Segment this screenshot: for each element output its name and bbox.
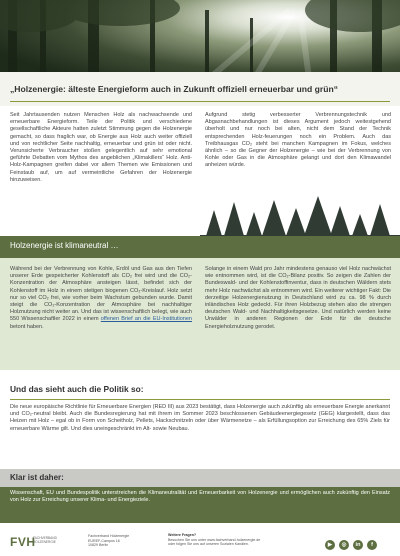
intro-right-paragraph: Aufgrund stetig verbesserter Verbrennungstechnik und Abgasnachbehandlungen ist dieses Argument jedoch weitestgehend überholt und nur noch bei alten, nicht dem Stand der Technik entsprechenden Holz-feuerungen noch ein Problem. Auch das Treibhausgas CO₂ steht bei manchen Kampagnen im Fokus, welches ähnlich – so die Gegner der Holzenergie – wie bei der Verbrennung von Kohle oder Gas in die Atmosphäre gelangt und dort den Klimawandel anheizen würde. bbox=[205, 112, 391, 169]
contact-title: Weitere Fragen? bbox=[168, 533, 197, 537]
offener-brief-link[interactable]: offenen Brief an die EU-Institutionen bbox=[100, 316, 192, 323]
klimaneutral-left-text: Während bei der Verbrennung von Kohle, Erdöl und Gas aus den Tiefen unserer Erde gespeicherter Kohlenstoff als CO₂ frei wird und die CO₂-Konzentration der Atmosphäre ansteigen lässt, befindet sich der Kohlenstoff im Holz in einem stetigen biogenen CO₂-Kreislauf. Holz setzt nur so viel CO₂ frei, wie vorher beim Wachstum gebunden wurde. Damit steigt die CO₂-Konzentration der Atmosphäre bei nachhaltiger Holznutzung nicht weiter an. Und das ist wissenschaftlich belegt, wie auch 550 Wissenschaftler 2022 in einem bbox=[10, 266, 192, 323]
contact-line: Besuchen Sie uns unter www.fachverband-holzenergie.de bbox=[168, 537, 261, 542]
linkedin-icon[interactable]: in bbox=[353, 540, 363, 550]
address-line: EUREF-Campus 16 bbox=[88, 538, 120, 543]
social-links bbox=[325, 540, 377, 550]
klimaneutral-left-end: betont haben. bbox=[10, 323, 44, 330]
address-line: 10829 Berlin bbox=[88, 543, 109, 548]
fvh-logo: FVH bbox=[10, 535, 36, 549]
klimaneutral-right-paragraph: Solange in einem Wald pro Jahr mindestens genauso viel Holz nachwächst wie entnommen wird, ist die CO₂-Bilanz positiv. So zeigen die Zahlen der Bundeswald- und der Kohlenstoffinventur, dass in deutschen Wäldern stets mehr Holz nachwächst als entnommen wird. Ein weiterer wichtiger Fakt: Die derzeitige Holzenergienutzung in Deutschland wird zu ca. 98 % durch inländisches Holz gedeckt. Für ihren Holzbezug stehen also die strengen deutschen Wald- und Nachhaltigkeitsgesetze. Und natürlich werden keine Urwälder in anderen Regionen der Erde für die deutsche Energieholznutzung gerodet. bbox=[205, 266, 391, 330]
divider bbox=[10, 399, 390, 400]
klimaneutral-left-paragraph bbox=[10, 266, 192, 331]
instagram-icon[interactable]: ◎ bbox=[339, 540, 349, 550]
intro-left-paragraph: Seit Jahrtausenden nutzen Menschen Holz als nachwachsende und erneuerbare Energieform. Teile der Politik und verschiedene gesellschaftliche Akteure hatten zuletzt Stimmung gegen die Holzenergie gemacht, so dass fraglich war, ob Energie aus Holz auch weiter offiziell und von rechtlicher Seite nachhaltig, erneuerbar und grün ist oder nicht. Verunsicherte Verbraucher stoßen gelegentlich auf sehr emotional geführte Debatten vom Mythos des angeblichen „Klimakillers“ Holz. Anti-Holz-Kampagnen greifen dabei vor allem Themen wie Emissionen und Feinstaub auf, um auf vermeintliche Gefahren der Holzenergie hinzuweisen. bbox=[10, 112, 192, 183]
politik-paragraph: Die neue europäische Richtlinie für Erneuerbare Energien (RED III) aus 2023 bestätigt, dass Holzenergie auch zukünftig als erneuerbare Energie anerkannt und CO₂-neutral bleibt. Auch die Bundesregierung hat mit ihrem im Sommer 2023 beschlossenen Gebäudeenergiegesetz (GEG) klargestellt, dass das Heizen mit Holz – egal ob in Form von Scheitholz, Pellets, Hackschnitzeln oder über Wärmenetze – als Erfüllungsoption zur Erreichung des 65% Ziels für erneuerbare Wärme gilt. Und dies uneingeschränkt im Alt- sowie Neubau. bbox=[10, 404, 390, 432]
address-line: Fachverband Holzenergie bbox=[88, 534, 130, 538]
logo-subtitle: FACHVERBAND HOLZENERGIE bbox=[33, 536, 57, 544]
section-title-klimaneutral: Holzenergie ist klimaneutral … bbox=[10, 241, 119, 250]
divider bbox=[10, 101, 390, 102]
contact-line: oder folgen Sie uns auf unseren Sozialen Kanälen. bbox=[168, 542, 249, 547]
footer-address bbox=[88, 534, 129, 548]
tree-silhouettes bbox=[200, 196, 400, 240]
page-title: „Holzenergie: älteste Energieform auch in Zukunft offiziell erneuerbar und grün“ bbox=[10, 84, 339, 94]
section-title-politik: Und das sieht auch die Politik so: bbox=[10, 384, 144, 394]
section-title-klar: Klar ist daher: bbox=[10, 473, 64, 482]
conclusion-paragraph: Wissenschaft, EU und Bundespolitik unterstreichen die Klimaneutralität und Erneuerbarkeit von Holzenergie und ermöglichen auch zukünftig den Einsatz von Holz zur Erreichung unserer Klima- und Energieziele. bbox=[10, 490, 390, 504]
youtube-icon[interactable]: ▶ bbox=[325, 540, 335, 550]
facebook-icon[interactable]: f bbox=[367, 540, 377, 550]
footer-contact bbox=[168, 533, 260, 547]
